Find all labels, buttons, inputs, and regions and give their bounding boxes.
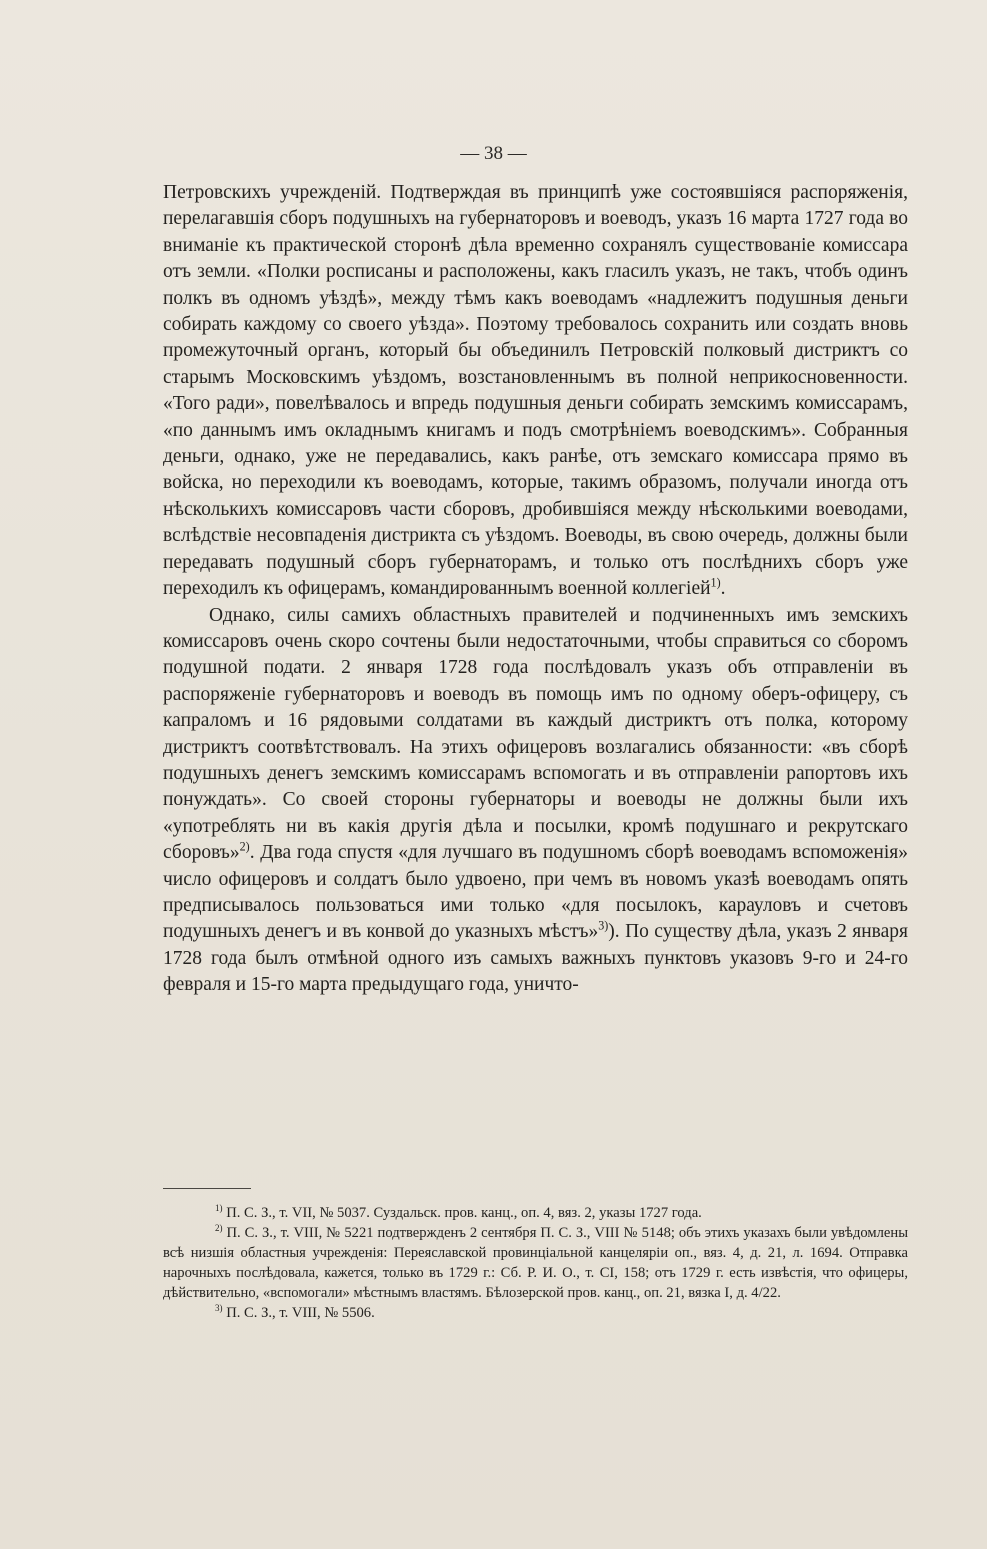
page-number: — 38 — [460, 143, 527, 164]
footnote-2 [163, 1223, 908, 1303]
footnote-mark-3: 3) [215, 1303, 223, 1314]
paragraph-1-end: . [720, 578, 726, 600]
footnote-text-2: П. С. З., т. VIII, № 5221 подтвержденъ 2 сентября П. С. З., VIII № 5148; объ этихъ указахъ были увѣдомлены всѣ низшія областныя учрежденія: Переяславской провинціальной канцеляріи оп., вяз. 4, д. 21, л. 1694. Отправка нарочныхъ послѣдовала, кажется, только въ 1729 г.: Сб. Р. И. О., т. CI, 158; отъ 1729 г. есть извѣстія, что офицеры, дѣйствительно, «вспомогали» мѣстнымъ властямъ. Бѣлозерской пров. канц., оп. 21, вязка I, д. 4/22. [163, 1225, 909, 1301]
footnote-1 [163, 1203, 908, 1223]
paragraph-2-text-c: ). По существу дѣла, указъ 2 января 1728 года былъ отмѣной одного изъ самыхъ важныхъ пунктовъ указовъ 9-го и 24-го февраля и 15-го марта предыдущаго года, уничто- [163, 921, 908, 996]
footnote-ref-1: 1) [710, 575, 721, 590]
footnote-ref-3: 3) [598, 918, 609, 933]
paragraph-2 [163, 603, 908, 999]
main-text [163, 180, 908, 999]
paragraph-2-text-a: Однако, силы самихъ областныхъ правителей и подчиненныхъ имъ земскихъ комиссаровъ очень скоро сочтены были недостаточными, чтобы справиться со сборомъ подушной подати. 2 января 1728 года послѣдовалъ указъ объ отправленіи въ распоряженіе губернаторовъ и воеводъ въ помощь имъ по одному оберъ-офицеру, съ капраломъ и 16 рядовыми солдатами въ каждый дистриктъ отъ полка, которому дистриктъ соотвѣтствовалъ. На этихъ офицеровъ возлагались обязанности: «въ сборѣ подушныхъ денегъ земскимъ комиссарамъ вспомогать и въ отправленіи рапортовъ ихъ понуждать». Со своей стороны губернаторы и воеводы не должны были ихъ «употреблять ни въ какія другія дѣла и посылки, кромѣ подушнаго и рекрутскаго сборовъ» [163, 604, 908, 864]
paragraph-2-text-b: . Два года спустя «для лучшаго въ подушномъ сборѣ воеводамъ вспоможенія» число офицеровъ и солдатъ было удвоено, при чемъ въ новомъ указѣ воеводамъ опять предписывалось пользоваться ими только «для посылокъ, карауловъ и счетовъ подушныхъ денегъ и въ конвой до указныхъ мѣстъ» [163, 842, 908, 943]
footnote-3 [163, 1303, 908, 1323]
footnote-mark-1: 1) [215, 1203, 223, 1214]
paragraph-1-text: Петровскихъ учрежденій. Подтверждая въ принципѣ уже состоявшіяся распоряженія, перелагавшія сборъ подушныхъ на губернаторовъ и воеводъ, указъ 16 марта 1727 года во вниманіе къ практической сторонѣ дѣла временно сохранялъ существованіе комиссара отъ земли. «Полки росписаны и расположены, какъ гласилъ указъ, не такъ, чтобъ одинъ полкъ въ одномъ уѣздѣ», между тѣмъ какъ воеводамъ «надлежитъ подушныя деньги собирать каждому со своего уѣзда». Поэтому требовалось сохранить или создать вновь промежуточный органъ, который бы объединилъ Петровскій полковый дистриктъ со старымъ Московскимъ уѣздомъ, возстановленнымъ въ полной неприкосновенности. «Того ради», повелѣвалось и впредь подушныя деньги собирать земскимъ комиссарамъ, «по даннымъ имъ окладнымъ книгамъ и подъ смотрѣніемъ воеводскимъ». Собранныя деньги, однако, уже не передавались, какъ ранѣе, отъ земскаго комиссара прямо въ войска, но переходили къ воеводамъ, которые, такимъ образомъ, получали иногда отъ нѣсколькихъ комиссаровъ части сборовъ, дробившіяся между нѣсколькими воеводами, вслѣдствіе несовпаденія дистрикта съ уѣздомъ. Воеводы, въ свою очередь, должны были передавать подушный сборъ губернаторамъ, и только отъ послѣднихъ сборъ уже переходилъ къ офицерамъ, командированнымъ военной коллегіей [163, 182, 908, 600]
footnote-separator [163, 1188, 251, 1189]
footnote-mark-2: 2) [215, 1223, 223, 1234]
footnote-text-3: П. С. З., т. VIII, № 5506. [226, 1305, 375, 1321]
footnote-ref-2: 2) [239, 839, 250, 854]
paragraph-1 [163, 180, 908, 603]
footnotes [163, 1203, 908, 1323]
footnote-text-1: П. С. З., т. VII, № 5037. Суздальск. пров. канц., оп. 4, вяз. 2, указы 1727 года. [226, 1205, 702, 1221]
